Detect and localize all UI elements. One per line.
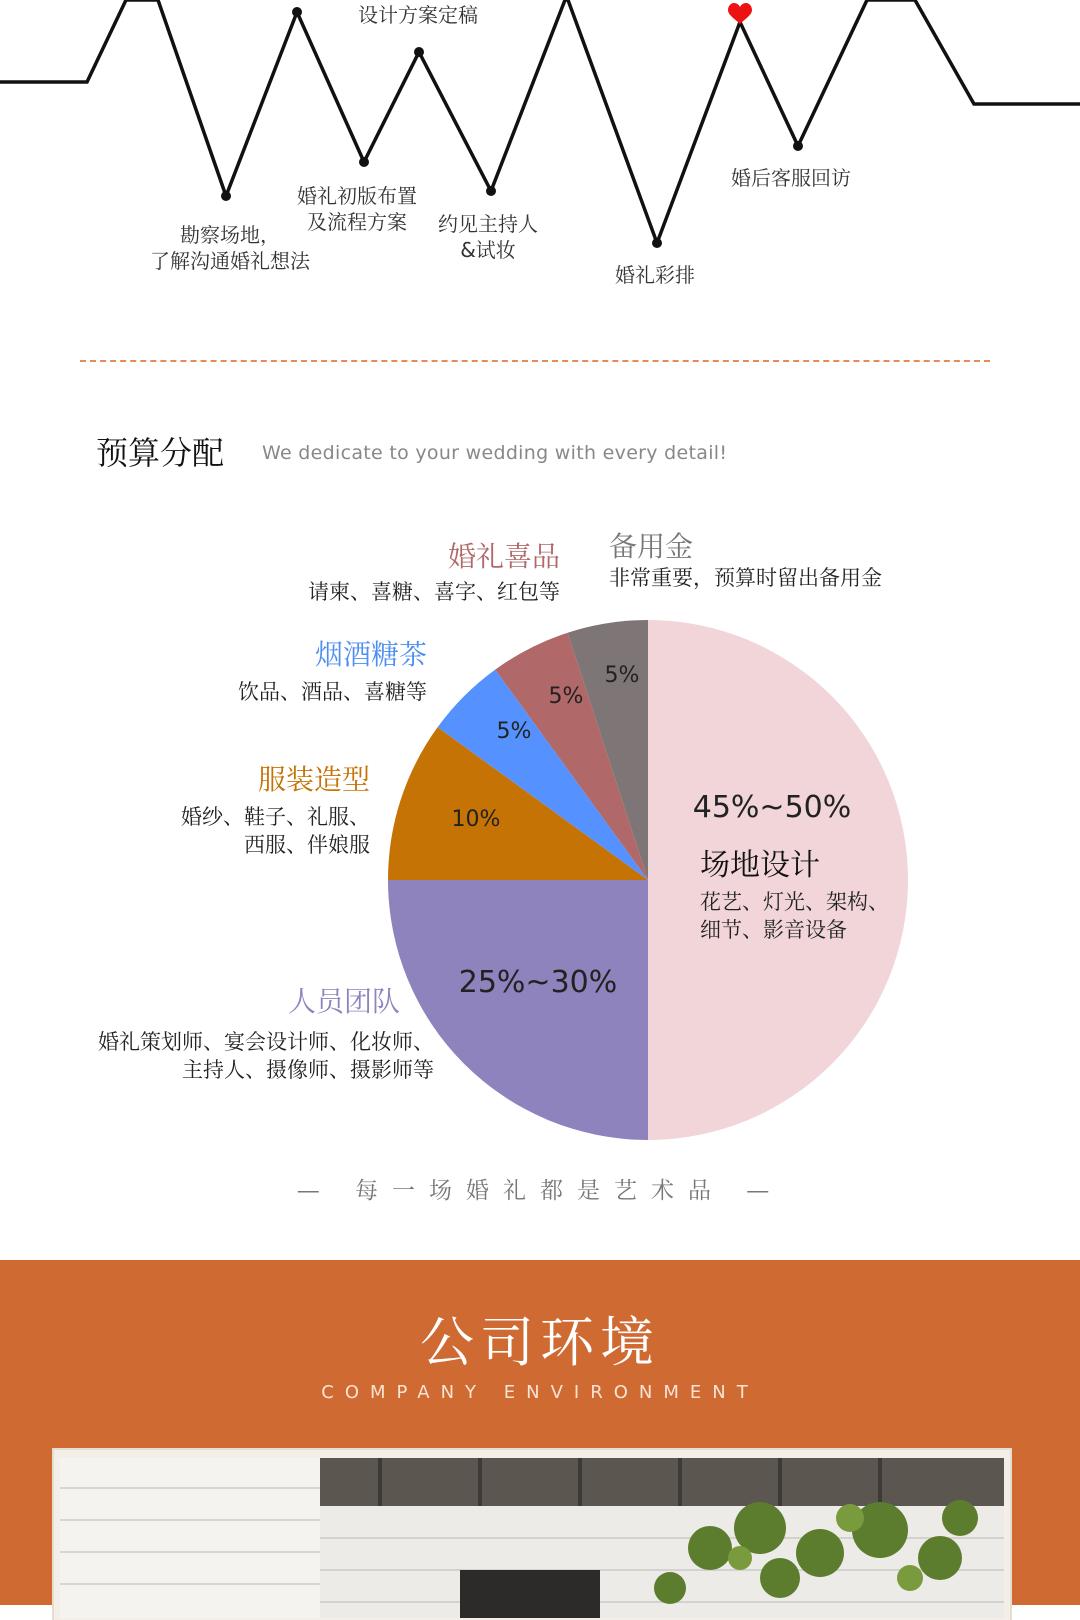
pie-value-label: 25%~30% [458,965,618,1000]
timeline-step-label: 约见主持人 &试妆 [438,212,538,262]
pie-category-label: 场地设计 [700,848,820,883]
office-photo [60,1458,1004,1618]
company-title: 公司环境 [420,1311,660,1374]
pie-category-desc: 非常重要，预算时留出备用金 [609,566,882,590]
pie-value-label: 5% [496,719,532,744]
pie-value-label: 10% [451,807,501,832]
slogan: — 每一场婚礼都是艺术品 — [296,1178,784,1204]
office-photo-illustration [60,1458,1004,1618]
pie-value-label: 5% [604,663,640,688]
timeline-step-label: 设计方案定稿 [358,3,478,27]
pie-slice [388,880,648,1140]
pie-category-label: 备用金 [609,530,694,563]
pie-category-desc: 婚礼策划师、宴会设计师、化妆师、 主持人、摄像师、摄影师等 [98,1030,434,1082]
pie-category-desc: 婚纱、鞋子、礼服、 西服、伴娘服 [181,805,370,857]
timeline-step-label: 婚后客服回访 [731,166,851,190]
timeline-step-label: 勘察场地， 了解沟通婚礼想法 [150,223,310,273]
budget-subtitle: We dedicate to your wedding with every detail! [262,442,728,464]
pie-value-label: 5% [548,684,584,709]
pie-category-desc: 饮品、酒品、喜糖等 [238,680,427,704]
pie-category-label: 婚礼喜品 [447,540,560,573]
pie-value-label: 45%~50% [692,790,852,825]
timeline-step-label: 婚礼彩排 [615,263,695,287]
budget-title: 预算分配 [96,434,225,472]
pie-category-label: 服装造型 [257,763,370,796]
pie-category-label: 人员团队 [287,985,400,1018]
company-subtitle: COMPANY ENVIRONMENT [321,1382,759,1403]
pie-category-desc: 请柬、喜糖、喜字、红包等 [308,580,560,604]
pie-category-desc: 花艺、灯光、架构、 细节、影音设备 [700,890,889,942]
pie-category-label: 烟酒糖茶 [314,638,427,671]
timeline-step-label: 婚礼初版布置 及流程方案 [297,184,417,234]
